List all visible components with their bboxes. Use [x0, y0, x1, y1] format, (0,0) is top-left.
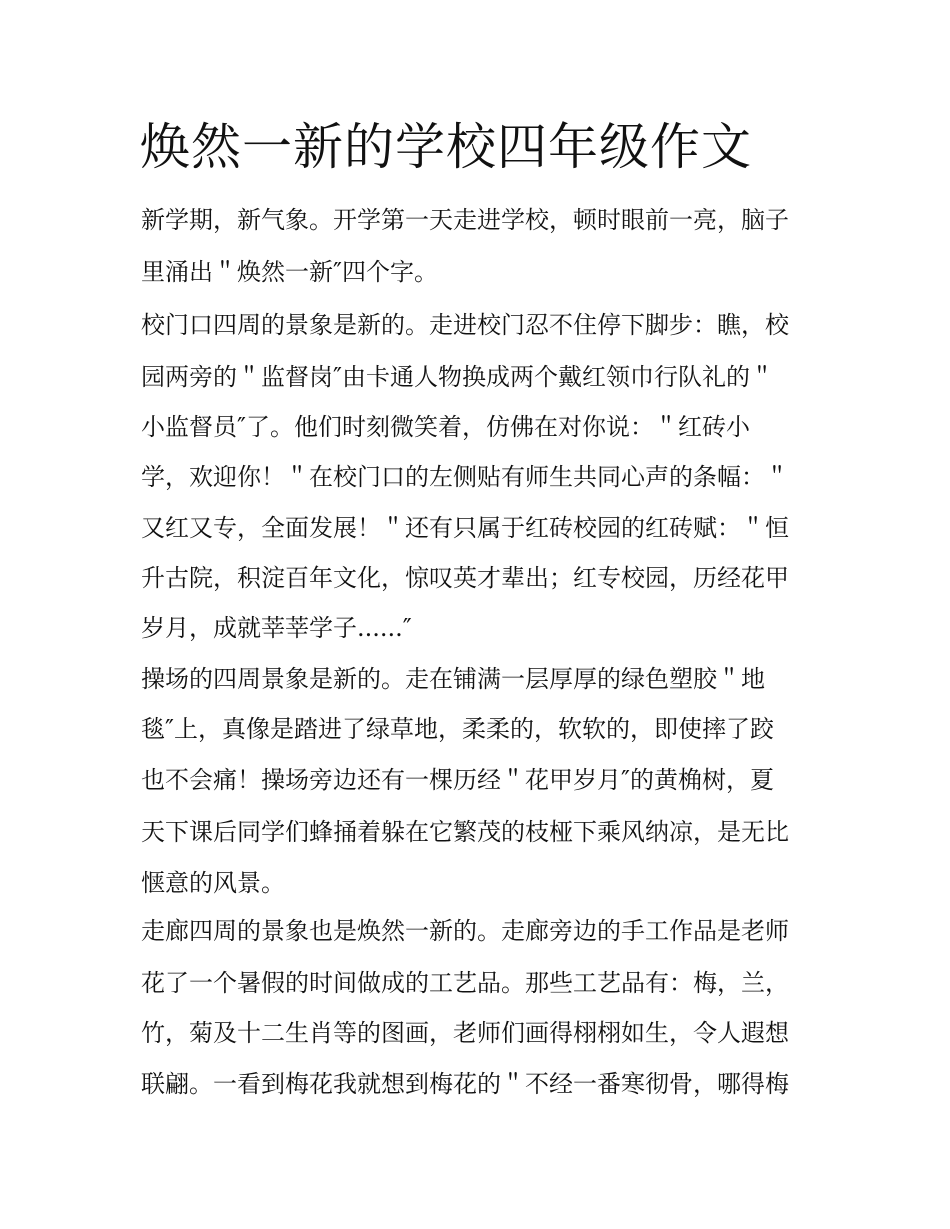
text-line: 校门口四周的景象是新的。走进校门忍不住停下脚步：瞧，校 — [141, 311, 789, 339]
text-line: 园两旁的＂监督岗″由卡通人物换成两个戴红领巾行队礼的＂ — [141, 363, 774, 391]
text-line: 毯″上，真像是踏进了绿草地，柔柔的，软软的，即使摔了跤 — [141, 715, 774, 743]
text-line: 走廊四周的景象也是焕然一新的。走廊旁边的手工作品是老师 — [141, 917, 789, 945]
text-line: 又红又专，全面发展！＂还有只属于红砖校园的红砖赋：＂恒 — [141, 514, 789, 542]
text-line: 花了一个暑假的时间做成的工艺品。那些工艺品有：梅，兰， — [141, 969, 789, 997]
text-line: 学，欢迎你！＂在校门口的左侧贴有师生共同心声的条幅：＂ — [141, 463, 789, 491]
text-line: 新学期，新气象。开学第一天走进学校，顿时眼前一亮，脑子 — [141, 206, 789, 234]
document-title: 焕然一新的学校四年级作文 — [140, 118, 752, 176]
text-line: 联翩。一看到梅花我就想到梅花的＂不经一番寒彻骨，哪得梅 — [141, 1070, 789, 1098]
text-line: 操场的四周景象是新的。走在铺满一层厚厚的绿色塑胶＂地 — [141, 665, 765, 693]
text-line: 里涌出＂焕然一新″四个字。 — [141, 258, 438, 286]
text-line: 竹，菊及十二生肖等的图画，老师们画得栩栩如生，令人遐想 — [141, 1019, 789, 1047]
text-line: 小监督员″了。他们时刻微笑着，仿佛在对你说：＂红砖小 — [141, 413, 750, 441]
text-line: 惬意的风景。 — [141, 869, 285, 897]
text-line: 岁月，成就莘莘学子......″ — [141, 614, 412, 642]
text-line: 也不会痛！操场旁边还有一棵历经＂花甲岁月″的黄桷树，夏 — [141, 766, 774, 794]
text-line: 升古院，积淀百年文化，惊叹英才辈出；红专校园，历经花甲 — [141, 564, 789, 592]
text-line: 天下课后同学们蜂捅着躲在它繁茂的枝桠下乘风纳凉，是无比 — [141, 818, 789, 846]
